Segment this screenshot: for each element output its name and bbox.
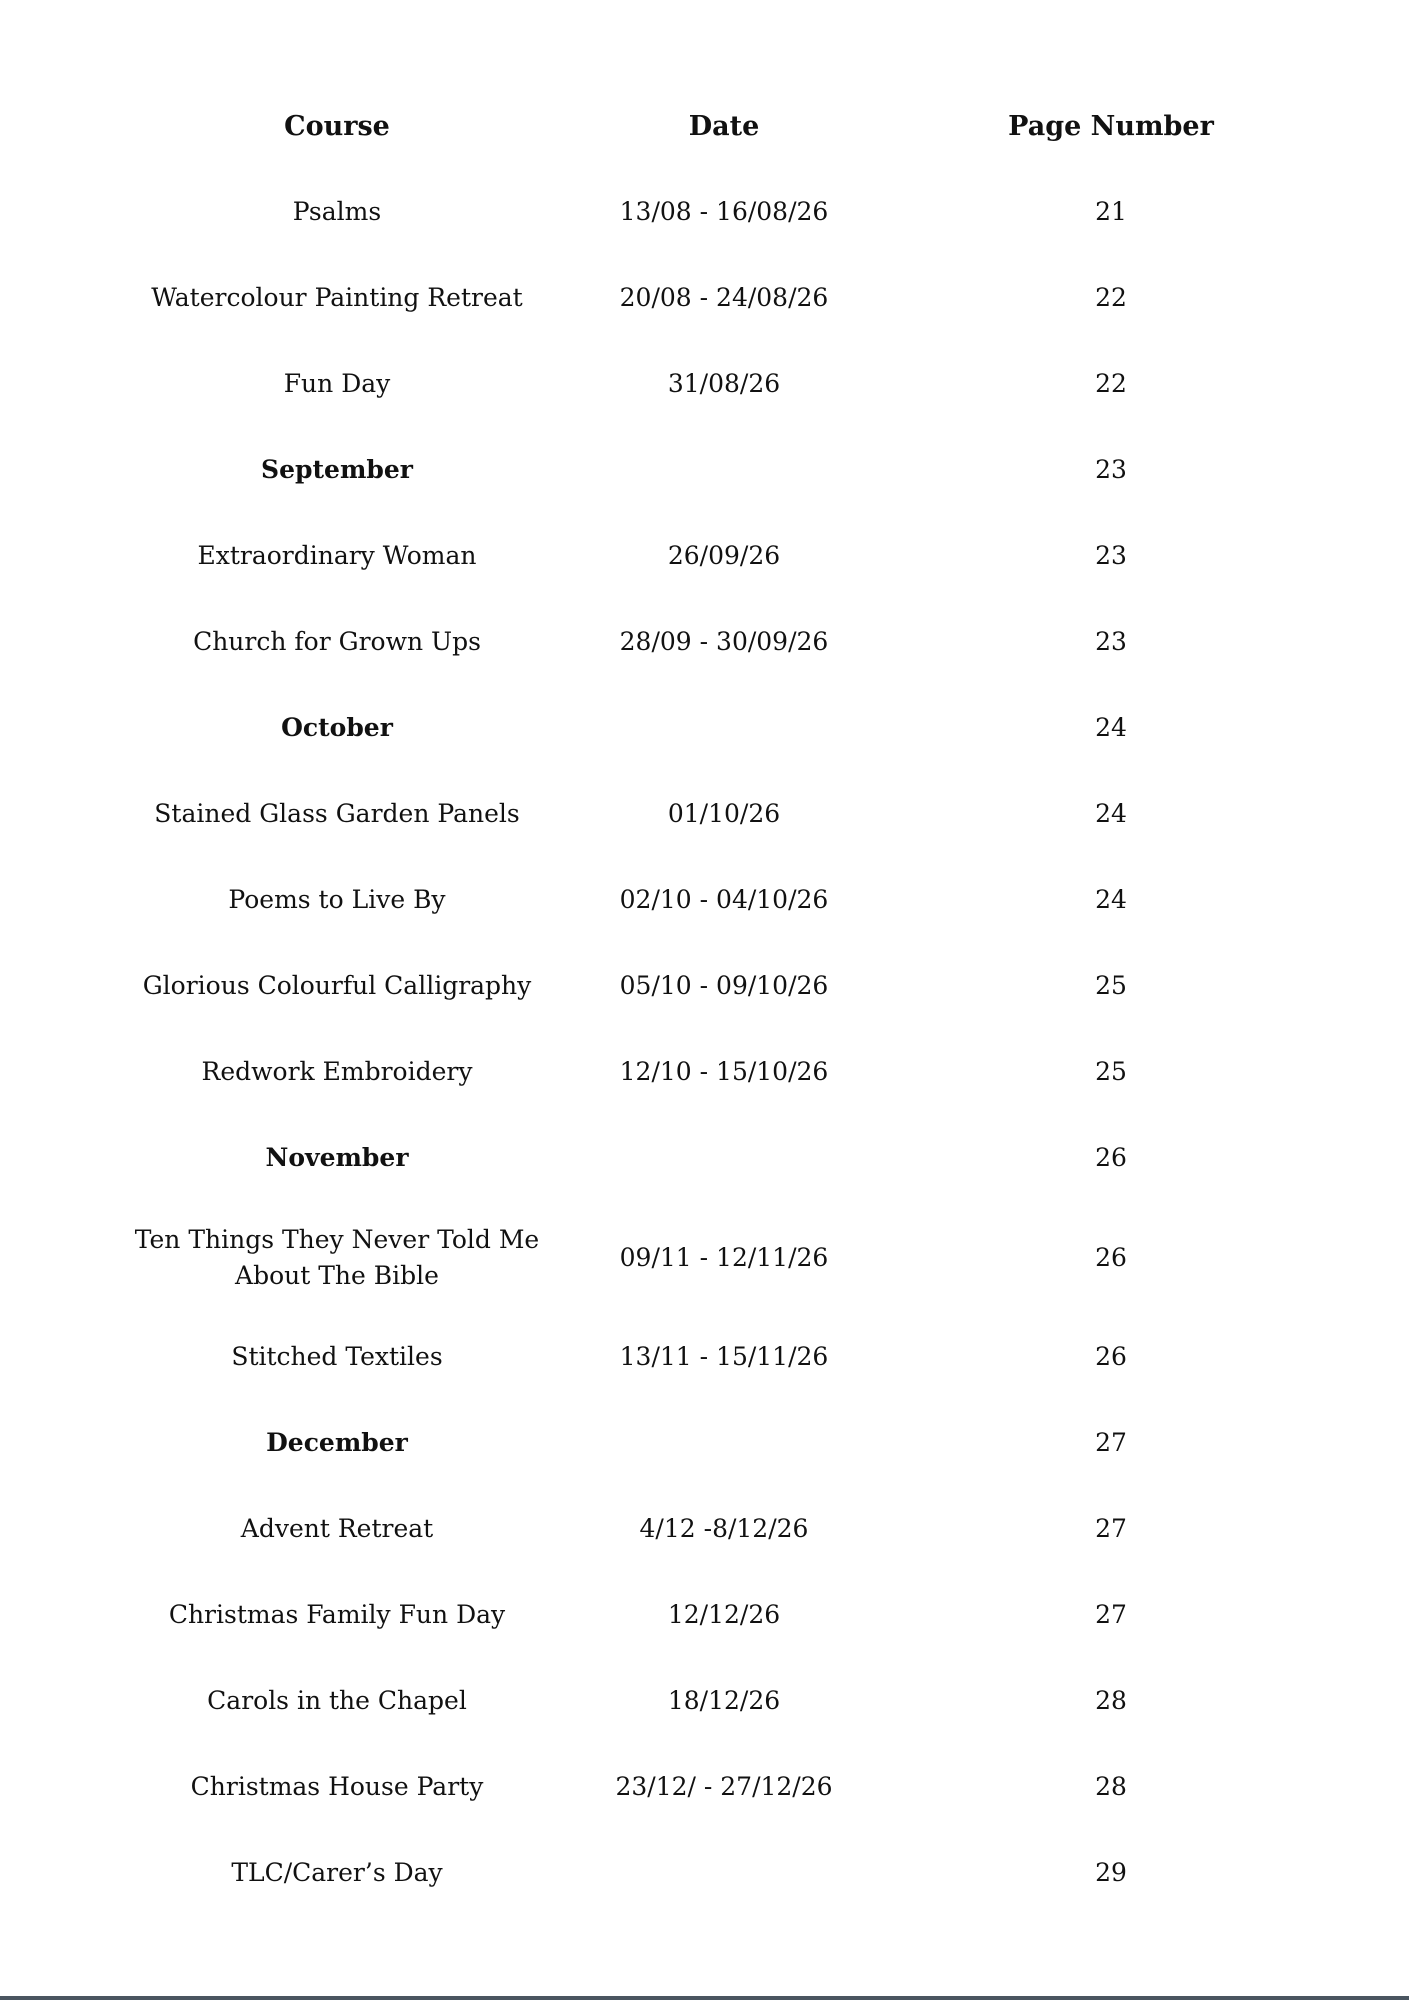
table-row xyxy=(0,1843,1409,1903)
date-cell: 4/12 -8/12/26 xyxy=(639,1514,809,1543)
course-cell: Fun Day xyxy=(283,369,391,398)
date-cell xyxy=(574,1128,874,1188)
course-cell: Stitched Textiles xyxy=(231,1342,443,1371)
page-number-cell: 25 xyxy=(1095,971,1127,1000)
page-number-cell: 23 xyxy=(1095,541,1127,570)
month-heading: September xyxy=(261,455,413,484)
table-row xyxy=(0,354,1409,414)
course-cell: Extraordinary Woman xyxy=(197,541,477,570)
table-row xyxy=(0,1757,1409,1817)
date-cell: 28/09 - 30/09/26 xyxy=(619,627,829,656)
table-row xyxy=(0,526,1409,586)
date-cell: 12/12/26 xyxy=(667,1600,781,1629)
page-number-cell: 26 xyxy=(1095,1143,1127,1172)
page-number-cell: 29 xyxy=(1095,1858,1127,1887)
course-cell: TLC/Carer’s Day xyxy=(231,1858,443,1887)
table-row xyxy=(0,1671,1409,1731)
course-cell: Poems to Live By xyxy=(228,885,446,914)
month-heading: December xyxy=(266,1428,408,1457)
table-row xyxy=(0,1327,1409,1387)
page-number-cell: 27 xyxy=(1095,1514,1127,1543)
course-cell: Psalms xyxy=(292,197,382,226)
page-number-column-header: Page Number xyxy=(1008,110,1214,142)
course-cell: Stained Glass Garden Panels xyxy=(154,799,520,828)
page-number-cell: 23 xyxy=(1095,455,1127,484)
course-cell: Ten Things They Never Told Me About The Bible xyxy=(134,1225,540,1290)
table-row xyxy=(0,612,1409,672)
course-cell: Advent Retreat xyxy=(240,1514,434,1543)
date-cell: 13/11 - 15/11/26 xyxy=(619,1342,829,1371)
date-cell xyxy=(574,698,874,758)
date-cell: 26/09/26 xyxy=(667,541,781,570)
page-number-cell: 28 xyxy=(1095,1686,1127,1715)
month-heading-row xyxy=(0,440,1409,500)
page-number-cell: 24 xyxy=(1095,713,1127,742)
table-row xyxy=(0,1585,1409,1645)
date-cell: 18/12/26 xyxy=(667,1686,781,1715)
table-row xyxy=(0,956,1409,1016)
table-row xyxy=(0,1208,1409,1308)
month-heading: October xyxy=(281,713,393,742)
date-cell xyxy=(574,1843,874,1903)
page-number-cell: 27 xyxy=(1095,1600,1127,1629)
course-cell: Carols in the Chapel xyxy=(207,1686,467,1715)
month-heading-row xyxy=(0,1128,1409,1188)
table-row xyxy=(0,784,1409,844)
date-cell: 13/08 - 16/08/26 xyxy=(619,197,829,226)
page-number-cell: 26 xyxy=(1095,1243,1127,1272)
course-column-header: Course xyxy=(284,110,390,142)
page-number-cell: 28 xyxy=(1095,1772,1127,1801)
course-cell: Glorious Colourful Calligraphy xyxy=(142,971,532,1000)
date-column-header: Date xyxy=(688,110,760,142)
course-cell: Christmas Family Fun Day xyxy=(168,1600,506,1629)
date-cell xyxy=(574,440,874,500)
date-cell: 12/10 - 15/10/26 xyxy=(619,1057,829,1086)
course-cell: Redwork Embroidery xyxy=(201,1057,473,1086)
date-cell: 05/10 - 09/10/26 xyxy=(619,971,829,1000)
date-cell: 20/08 - 24/08/26 xyxy=(619,283,829,312)
date-cell: 23/12/ - 27/12/26 xyxy=(615,1772,833,1801)
page-number-cell: 22 xyxy=(1095,369,1127,398)
date-cell: 31/08/26 xyxy=(667,369,781,398)
page-bottom-edge xyxy=(0,1996,1409,2000)
table-row xyxy=(0,1042,1409,1102)
course-cell: Church for Grown Ups xyxy=(193,627,481,656)
course-cell: Watercolour Painting Retreat xyxy=(151,283,523,312)
month-heading-row xyxy=(0,698,1409,758)
page-number-cell: 25 xyxy=(1095,1057,1127,1086)
date-cell: 02/10 - 04/10/26 xyxy=(619,885,829,914)
table-row xyxy=(0,268,1409,328)
course-cell: Christmas House Party xyxy=(190,1772,484,1801)
page-number-cell: 27 xyxy=(1095,1428,1127,1457)
date-cell: 01/10/26 xyxy=(667,799,781,828)
table-row xyxy=(0,1499,1409,1559)
page-number-cell: 24 xyxy=(1095,799,1127,828)
page-number-cell: 21 xyxy=(1095,197,1127,226)
page-number-cell: 26 xyxy=(1095,1342,1127,1371)
table-header xyxy=(0,96,1409,156)
page-number-cell: 22 xyxy=(1095,283,1127,312)
month-heading-row xyxy=(0,1413,1409,1473)
date-cell xyxy=(574,1413,874,1473)
page-number-cell: 23 xyxy=(1095,627,1127,656)
month-heading: November xyxy=(265,1143,409,1172)
table-row xyxy=(0,182,1409,242)
page-number-cell: 24 xyxy=(1095,885,1127,914)
table-row xyxy=(0,870,1409,930)
date-cell: 09/11 - 12/11/26 xyxy=(619,1243,829,1272)
